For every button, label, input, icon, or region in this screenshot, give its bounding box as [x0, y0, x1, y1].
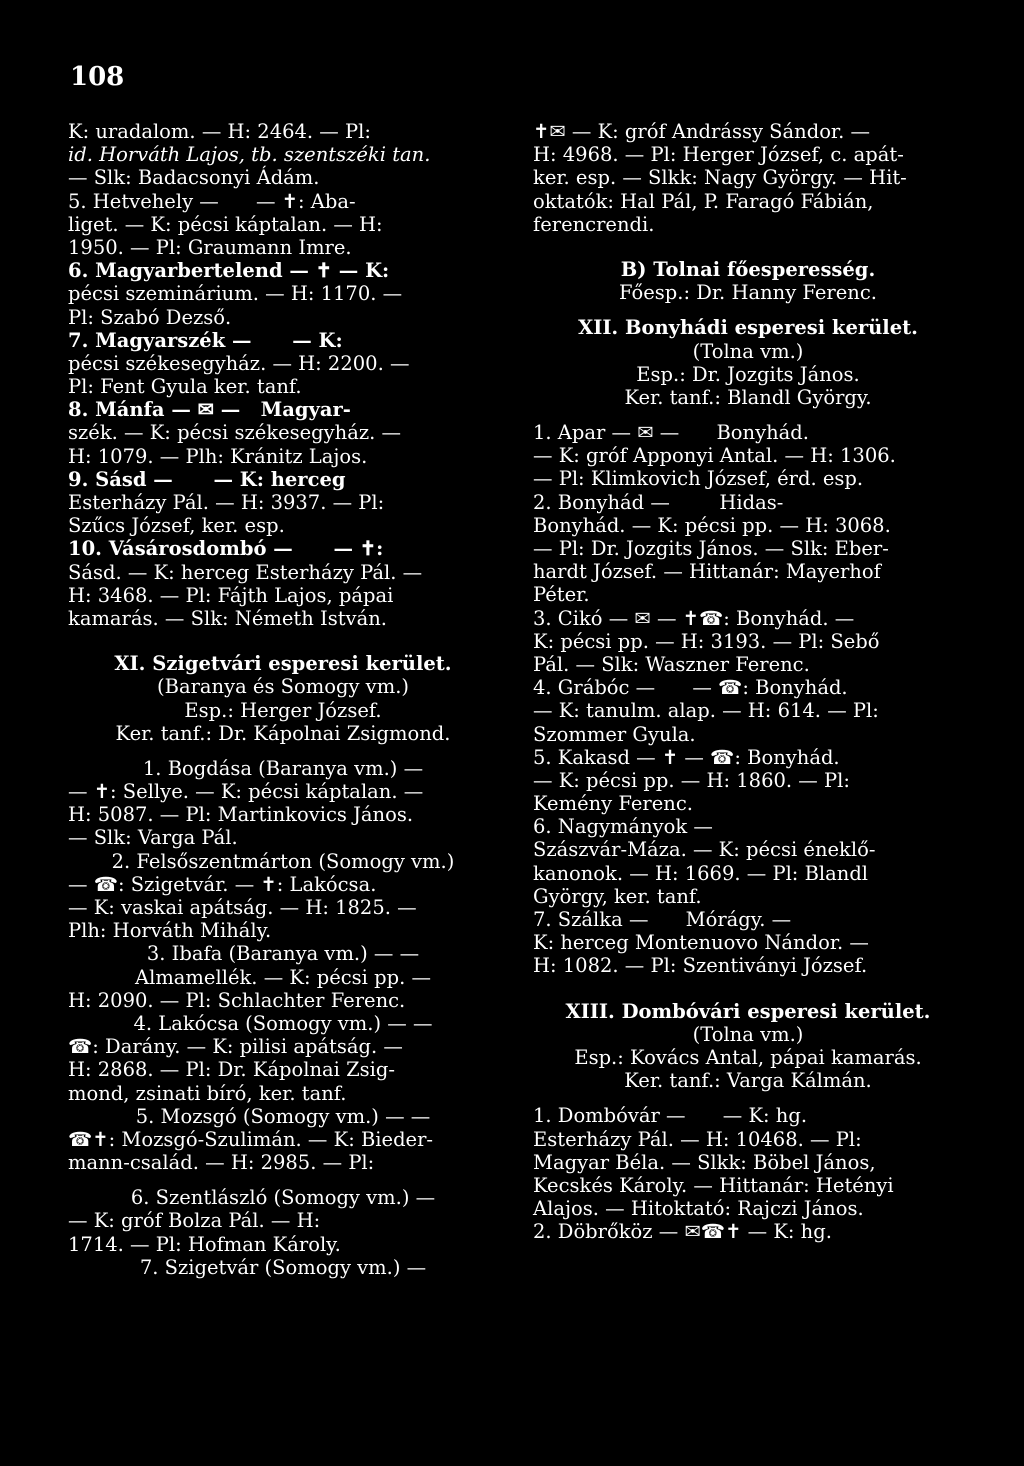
left-column-line	[68, 1174, 498, 1186]
right-column-line: Esp.: Dr. Jozgits János.	[636, 362, 860, 386]
left-column-line: mond, zsinati bíró, ker. tanf.	[68, 1081, 347, 1105]
right-column-line: oktatók: Hal Pál, P. Faragó Fábián,	[533, 189, 874, 213]
left-column-line: kamarás. — Slk: Németh István.	[68, 606, 387, 630]
right-column-line: Esp.: Kovács Antal, pápai kamarás.	[574, 1045, 922, 1069]
left-column-line: H: 5087. — Pl: Martinkovics János.	[68, 803, 414, 827]
left-column-line: 4. Lakócsa (Somogy vm.) — —	[133, 1011, 433, 1035]
left-column-line	[68, 630, 498, 652]
right-column-line: kanonok. — H: 1669. — Pl: Blandl	[533, 861, 869, 885]
page-number: 108	[70, 62, 125, 92]
right-column-line: Magyar Béla. — Slkk: Böbel János,	[533, 1150, 876, 1174]
right-column-line: Szommer Gyula.	[533, 722, 696, 746]
right-column-line: Főesp.: Dr. Hanny Ferenc.	[619, 281, 877, 305]
left-column-line: H: 2090. — Pl: Schlachter Ferenc.	[68, 988, 406, 1012]
right-column-line: XII. Bonyhádi esperesi kerület.	[578, 316, 918, 340]
right-column-line: Ker. tanf.: Varga Kálmán.	[624, 1069, 872, 1093]
right-column-line: Szászvár-Máza. — K: pécsi éneklő-	[533, 838, 876, 862]
left-column-line: 10. Vásárosdombó — — ✝:	[68, 537, 384, 561]
left-column-line: Pl: Fent Gyula ker. tanf.	[68, 375, 302, 399]
left-column-line: 1950. — Pl: Graumann Imre.	[68, 235, 352, 259]
right-column-line: — K: gróf Apponyi Antal. — H: 1306.	[533, 444, 896, 468]
right-column-line: 1. Dombóvár — — K: hg.	[533, 1104, 808, 1128]
left-column-line: 9. Sásd — — K: herceg	[68, 467, 346, 491]
right-column-line: B) Tolnai főesperesség.	[620, 257, 876, 281]
left-column-line: Sásd. — K: herceg Esterházy Pál. —	[68, 560, 423, 584]
left-column-line: Almamellék. — K: pécsi pp. —	[135, 965, 431, 989]
right-column-line: Ker. tanf.: Blandl György.	[624, 385, 872, 409]
left-column-line: 2. Felsőszentmárton (Somogy vm.)	[111, 849, 455, 873]
right-column-line: K: pécsi pp. — H: 3193. — Pl: Sebő	[533, 629, 880, 653]
right-column-line: — Pl: Dr. Jozgits János. — Slk: Eber-	[533, 537, 889, 560]
left-column-line: Ker. tanf.: Dr. Kápolnai Zsigmond.	[115, 721, 451, 745]
right-column-line: 1. Apar — ✉ — Bonyhád.	[533, 421, 809, 445]
right-column-line: 7. Szálka — Mórágy. —	[533, 908, 792, 931]
left-column-line: Szűcs József, ker. esp.	[68, 514, 285, 538]
left-column-line: (Baranya és Somogy vm.)	[157, 675, 409, 699]
left-column-line: 6. Szentlászló (Somogy vm.) —	[130, 1186, 436, 1210]
left-column-line: Esterházy Pál. — H: 3937. — Pl:	[68, 491, 385, 514]
left-column-line: pécsi szeminárium. — H: 1170. —	[68, 282, 403, 306]
right-column-line: Pál. — Slk: Waszner Ferenc.	[533, 652, 810, 676]
left-column-line: — ✝: Sellye. — K: pécsi káptalan. —	[68, 780, 424, 804]
right-column-line: XIII. Dombóvári esperesi kerület.	[565, 999, 931, 1023]
right-column-line: ferencrendi.	[533, 212, 655, 236]
left-column-line: 5. Hetvehely — — ✝: Aba-	[68, 189, 356, 213]
left-column-line: — ☎: Szigetvár. — ✝: Lakócsa.	[68, 872, 377, 896]
right-column-line: ✝✉ — K: gróf Andrássy Sándor. —	[533, 120, 871, 143]
right-column-line: 3. Cikó — ✉ — ✝☎: Bonyhád. —	[533, 606, 855, 630]
left-column-line: — K: gróf Bolza Pál. — H:	[68, 1209, 321, 1233]
left-column-line: 3. Ibafa (Baranya vm.) — —	[146, 942, 420, 966]
left-column-line: — K: vaskai apátság. — H: 1825. —	[68, 896, 417, 919]
left-column-line: H: 2868. — Pl: Dr. Kápolnai Zsig-	[68, 1058, 395, 1082]
right-column-line: György, ker. tanf.	[533, 884, 702, 908]
right-column-line: 4. Grábóc — — ☎: Bonyhád.	[533, 676, 848, 700]
left-column-line: H: 1079. — Plh: Kránitz Lajos.	[68, 444, 368, 468]
left-column-line: 1714. — Pl: Hofman Károly.	[68, 1232, 341, 1256]
left-column-line: Pl: Szabó Dezső.	[68, 305, 232, 329]
right-column-line	[533, 304, 963, 316]
right-column-line: H: 1082. — Pl: Szentiványi József.	[533, 954, 868, 978]
left-column-line: ☎: Darány. — K: pilisi apátság. —	[68, 1035, 403, 1059]
left-column-line	[68, 745, 498, 757]
left-column-line: — Slk: Badacsonyi Ádám.	[68, 166, 320, 190]
right-column-line: H: 4968. — Pl: Herger József, c. apát-	[533, 143, 904, 167]
left-column-line: pécsi székesegyház. — H: 2200. —	[68, 351, 410, 375]
left-column-line: H: 3468. — Pl: Fájth Lajos, pápai	[68, 583, 394, 607]
left-column-line: 6. Magyarbertelend — ✝ — K:	[68, 259, 390, 283]
left-column-line: 7. Magyarszék — — K:	[68, 328, 343, 352]
right-column-line: 6. Nagymányok —	[533, 815, 713, 839]
left-column-line: liget. — K: pécsi káptalan. — H:	[68, 212, 383, 236]
right-column-line	[533, 1092, 963, 1104]
left-column-line: — Slk: Varga Pál.	[68, 826, 238, 850]
right-column-line: Kecskés Károly. — Hittanár: Hetényi	[533, 1173, 894, 1197]
left-column-line: Plh: Horváth Mihály.	[68, 919, 272, 943]
left-column-line: 7. Szigetvár (Somogy vm.) —	[139, 1255, 427, 1279]
left-column-line: ☎✝: Mozsgó-Szulimán. — K: Bieder-	[68, 1127, 434, 1151]
left-column-line: 1. Bogdása (Baranya vm.) —	[142, 756, 424, 780]
right-column-line: ker. esp. — Slkk: Nagy György. — Hit-	[533, 166, 907, 190]
right-column-line	[533, 409, 963, 421]
left-column-line: 5. Mozsgó (Somogy vm.) — —	[135, 1104, 431, 1128]
right-column-line: — K: tanulm. alap. — H: 614. — Pl:	[533, 699, 879, 723]
right-column-line: Esterházy Pál. — H: 10468. — Pl:	[533, 1127, 862, 1151]
left-column-line: szék. — K: pécsi székesegyház. —	[68, 421, 402, 445]
right-column-line: (Tolna vm.)	[692, 1022, 804, 1046]
right-column-line: (Tolna vm.)	[692, 339, 804, 363]
right-column	[533, 120, 963, 1243]
right-column-line: 2. Bonyhád — Hidas-	[533, 490, 784, 514]
right-column-line: 5. Kakasd — ✝ — ☎: Bonyhád.	[533, 745, 840, 769]
left-column	[68, 120, 498, 1279]
left-column-line: id. Horváth Lajos, tb. szentszéki tan.	[68, 143, 431, 167]
left-column-line: K: uradalom. — H: 2464. — Pl:	[68, 120, 371, 143]
right-column-line: Kemény Ferenc.	[533, 792, 693, 816]
right-column-line	[533, 978, 963, 1000]
right-column-line: 2. Döbrőköz — ✉☎✝ — K: hg.	[533, 1220, 832, 1244]
right-column-line: hardt József. — Hittanár: Mayerhof	[533, 560, 881, 584]
left-column-line: 8. Mánfa — ✉ — Magyar-	[68, 398, 351, 422]
right-column-line: — K: pécsi pp. — H: 1860. — Pl:	[533, 768, 850, 792]
right-column-line: — Pl: Klimkovich József, érd. esp.	[533, 467, 864, 491]
right-column-line: Bonyhád. — K: pécsi pp. — H: 3068.	[533, 513, 891, 537]
right-column-line	[533, 236, 963, 258]
left-column-line: XI. Szigetvári esperesi kerület.	[114, 652, 452, 676]
right-column-line: Alajos. — Hitoktató: Rajczi János.	[533, 1197, 864, 1221]
left-column-line: mann-család. — H: 2985. — Pl:	[68, 1151, 375, 1175]
right-column-line: K: herceg Montenuovo Nándor. —	[533, 931, 869, 955]
right-column-line: Péter.	[533, 583, 590, 607]
left-column-line: Esp.: Herger József.	[184, 698, 382, 722]
